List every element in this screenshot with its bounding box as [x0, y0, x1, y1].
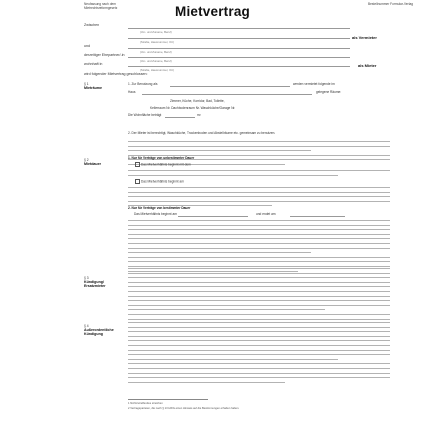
s2-b-head: 2. Nur für Verträge von bestimmter Dauer — [128, 206, 191, 210]
role-landlord: als Vermieter — [352, 35, 377, 40]
section-2-heading: § 2 Mietdauer — [84, 158, 101, 166]
party-label-between: Zwischen — [84, 23, 100, 27]
s1-house-field[interactable] — [142, 94, 312, 95]
party-label-spouse: derzeitiger Ehepartner/-in — [84, 53, 125, 57]
section-4-heading: § 4 Außerordentliche Kündigung — [84, 324, 114, 336]
s1-line4: Die Wohnfläche beträgt — [128, 113, 162, 117]
document-title: Mietvertrag — [175, 4, 250, 19]
landlord-name-hint: (Vor- und Zuname, Beruf) — [140, 30, 172, 34]
s2-b-body — [128, 220, 390, 275]
s1-body-text: 2. Der Mieter ist berechtigt, Waschküche, Trockenboden und Abstellräume etc. gemeinsam zu benutzen. — [128, 121, 390, 169]
s2-start-date-field[interactable] — [178, 216, 248, 217]
s1-line1b: werden vermietet folgende im — [293, 82, 335, 86]
s1-rooms: Zimmer, Küche, Korridor, Bad, Toilette, — [170, 99, 225, 103]
section-1-heading: § 1 Mieträume — [84, 82, 102, 90]
party-label-residing: wohnhaft in — [84, 62, 103, 66]
s1-line1: 1. Zur Benutzung als — [128, 82, 158, 86]
tenant-name-field[interactable] — [128, 48, 350, 49]
section-3-heading: § 3 Kündigung/ Ersatzmieter — [84, 276, 106, 288]
s2-a-head: 1. Nur für Verträge von unbestimmter Dauer — [128, 156, 195, 160]
s1-area-field[interactable] — [165, 117, 195, 118]
role-tenant: als Mieter — [358, 63, 377, 68]
s4-body — [128, 322, 390, 386]
landlord-address-field[interactable] — [128, 38, 350, 39]
s2-a2: Das Mietverhältnis beginnt am — [134, 179, 184, 184]
s2-a2-checkbox[interactable] — [135, 179, 140, 184]
party-label-and: und — [84, 44, 90, 48]
s1-line2: Haus — [128, 90, 136, 94]
parties-closing: wird folgender Mietvertrag geschlossen: — [84, 72, 148, 76]
s2-a1-checkbox[interactable] — [135, 162, 140, 167]
tenant-address-field[interactable] — [128, 66, 350, 67]
s2-a1: Das Mietverhältnis beginnt mit dem — [134, 162, 191, 167]
s2-b1: Das Mietverhältnis beginnt am — [134, 212, 177, 216]
s3-body — [128, 268, 390, 323]
spouse-name-hint: (Vor- und Zuname, Beruf) — [140, 59, 172, 63]
footnote-rule — [128, 399, 208, 400]
header-note-left: Neufassung nach dem Mietrechtsreformgesetz — [84, 2, 118, 10]
s1-rooms2: Kellerraum Nr. Dachbodenraum Nr. Waschküche/Garage Nr. — [150, 106, 236, 110]
s2-b1b: und endet am — [256, 212, 276, 216]
footnote-1: 1 Nichtzutreffendes streichen — [128, 402, 163, 405]
s1-usage-field[interactable] — [170, 86, 290, 87]
s2-a-body — [128, 170, 390, 179]
landlord-name-field[interactable] — [128, 28, 350, 29]
s1-line4b: m² — [197, 113, 201, 117]
tenant-name-hint: (Vor- und Zuname, Beruf) — [140, 50, 172, 54]
header-note-right: Bestellnummer Formular-Verlag — [368, 2, 413, 6]
tenant-address-hint: (Straße, Hausnummer, Ort) — [140, 68, 174, 72]
landlord-address-hint: (Straße, Hausnummer, Ort) — [140, 40, 174, 44]
s1-line2b: gelegene Räume: — [316, 90, 342, 94]
footnote-2: 2 Vertragsparteien, die nach § 13 HWG einen Hinweis auf die Bestimmungen erhalten haben. — [128, 407, 240, 410]
s2-end-date-field[interactable] — [290, 216, 345, 217]
spouse-name-field[interactable] — [128, 57, 350, 58]
